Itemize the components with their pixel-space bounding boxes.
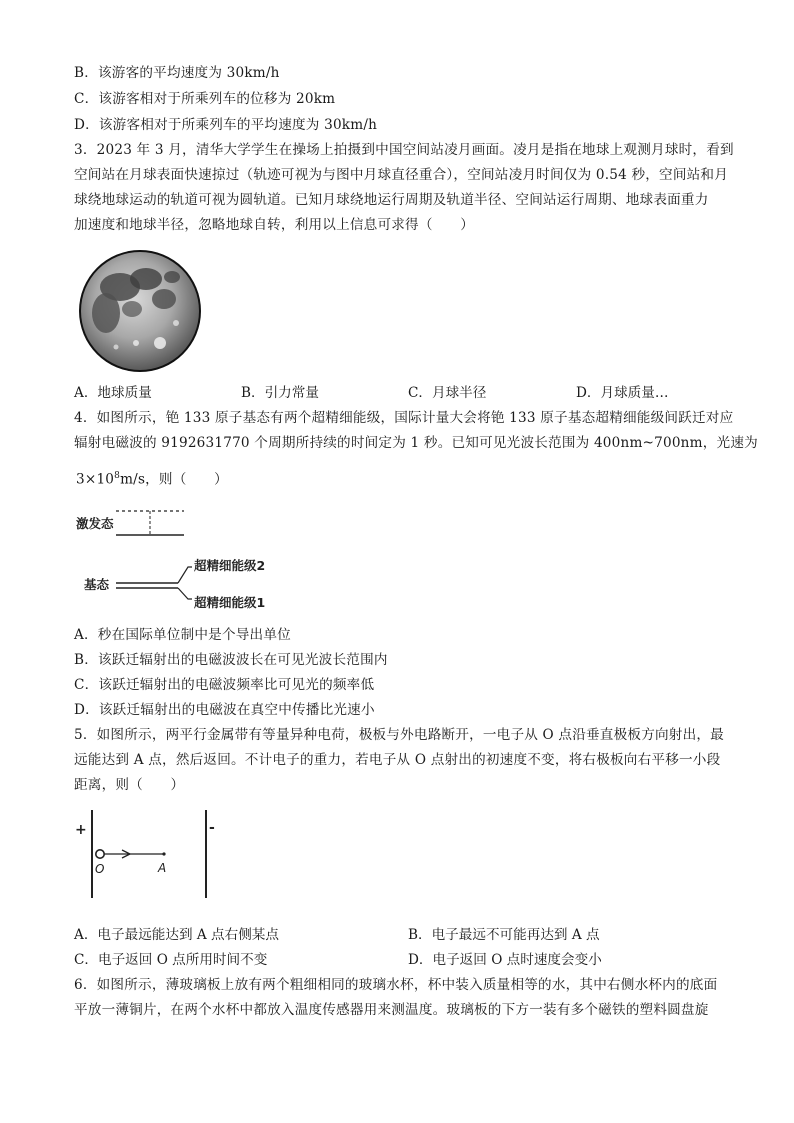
q3-stem-line-4: 加速度和地球半径，忽略地球自转，利用以上信息可求得（ ） (74, 217, 475, 233)
excited-state-label: 激发态 (76, 516, 114, 531)
hyperfine-level-1-label: 超精细能级1 (194, 595, 266, 610)
q4-option-a: A．秒在国际单位制中是个导出单位 (74, 627, 291, 643)
capacitor-diagram (68, 806, 228, 902)
energy-level-diagram (74, 503, 304, 615)
q3-stem-line-2: 空间站在月球表面快速掠过（轨迹可视为与图中月球直径重合），空间站凌月时间仅为 0.54 秒，空间站和月 (74, 167, 729, 183)
q3-option-b: B．引力常量 (241, 385, 319, 401)
positive-sign: + (75, 822, 87, 838)
formula-exponent: 8 (114, 471, 121, 481)
q2-option-b: B．该游客的平均速度为 30km/h (74, 65, 280, 81)
negative-sign: - (209, 820, 215, 836)
q3-option-a: A．地球质量 (74, 385, 152, 401)
point-a-label: A (158, 861, 167, 875)
q5-stem-line-3: 距离，则（ ） (74, 777, 185, 793)
q4-option-b: B．该跃迁辐射出的电磁波波长在可见光波长范围内 (74, 652, 388, 668)
q4-option-d: D．该跃迁辐射出的电磁波在真空中传播比光速小 (74, 702, 375, 718)
formula-base: 3×10 (76, 471, 115, 488)
q2-option-d: D．该游客相对于所乘列车的平均速度为 30km/h (74, 117, 378, 133)
q5-option-a: A．电子最远能达到 A 点右侧某点 (74, 927, 279, 943)
q2-option-c: C．该游客相对于所乘列车的位移为 20km (74, 91, 336, 107)
point-o-label: O (95, 862, 105, 876)
q6-stem-line-2: 平放一薄铜片，在两个水杯中都放入温度传感器用来测温度。玻璃板的下方一装有多个磁铁的塑料圆盘旋 (74, 1002, 709, 1018)
q4-stem-line-2: 辐射电磁波的 9192631770 个周期所持续的时间定为 1 秒。已知可见光波长范围为 400nm~700nm，光速为 (74, 435, 758, 451)
q5-stem-line-1: 5．如图所示，两平行金属带有等量异种电荷，极板与外电路断开，一电子从 O 点沿垂直极板方向射出，最 (74, 727, 724, 743)
q3-option-d: D．月球质量… (576, 385, 669, 401)
q5-stem-line-2: 远能达到 A 点，然后返回。不计电子的重力，若电子从 O 点射出的初速度不变，将右极板向右平移一小段 (74, 752, 721, 768)
formula-tail: m/s，则（ ） (120, 471, 228, 488)
moon-image (76, 247, 204, 375)
q3-stem-line-3: 球绕地球运动的轨道可视为圆轨道。已知月球绕地运行周期及轨道半径、空间站运行周期、地球表面重力 (74, 192, 709, 208)
q4-stem-line-1: 4．如图所示，铯 133 原子基态有两个超精细能级，国际计量大会将铯 133 原子基态超精细能级间跃迁对应 (74, 410, 734, 426)
q5-option-c: C．电子返回 O 点所用时间不变 (74, 952, 268, 968)
q4-stem-line-3 (76, 466, 726, 490)
q6-stem-line-1: 6．如图所示，薄玻璃板上放有两个粗细相同的玻璃水杯，杯中装入质量相等的水，其中右侧水杯内的底面 (74, 977, 718, 993)
q5-option-b: B．电子最远不可能再达到 A 点 (408, 927, 600, 943)
q5-option-d: D．电子返回 O 点时速度会变小 (408, 952, 602, 968)
ground-state-label: 基态 (84, 577, 110, 592)
q3-option-c: C．月球半径 (408, 385, 487, 401)
hyperfine-level-2-label: 超精细能级2 (194, 558, 266, 573)
q3-stem-line-1: 3．2023 年 3 月，清华大学学生在操场上拍摄到中国空间站凌月画面。凌月是指在地球上观测月球时，看到 (74, 142, 734, 158)
q4-option-c: C．该跃迁辐射出的电磁波频率比可见光的频率低 (74, 677, 375, 693)
